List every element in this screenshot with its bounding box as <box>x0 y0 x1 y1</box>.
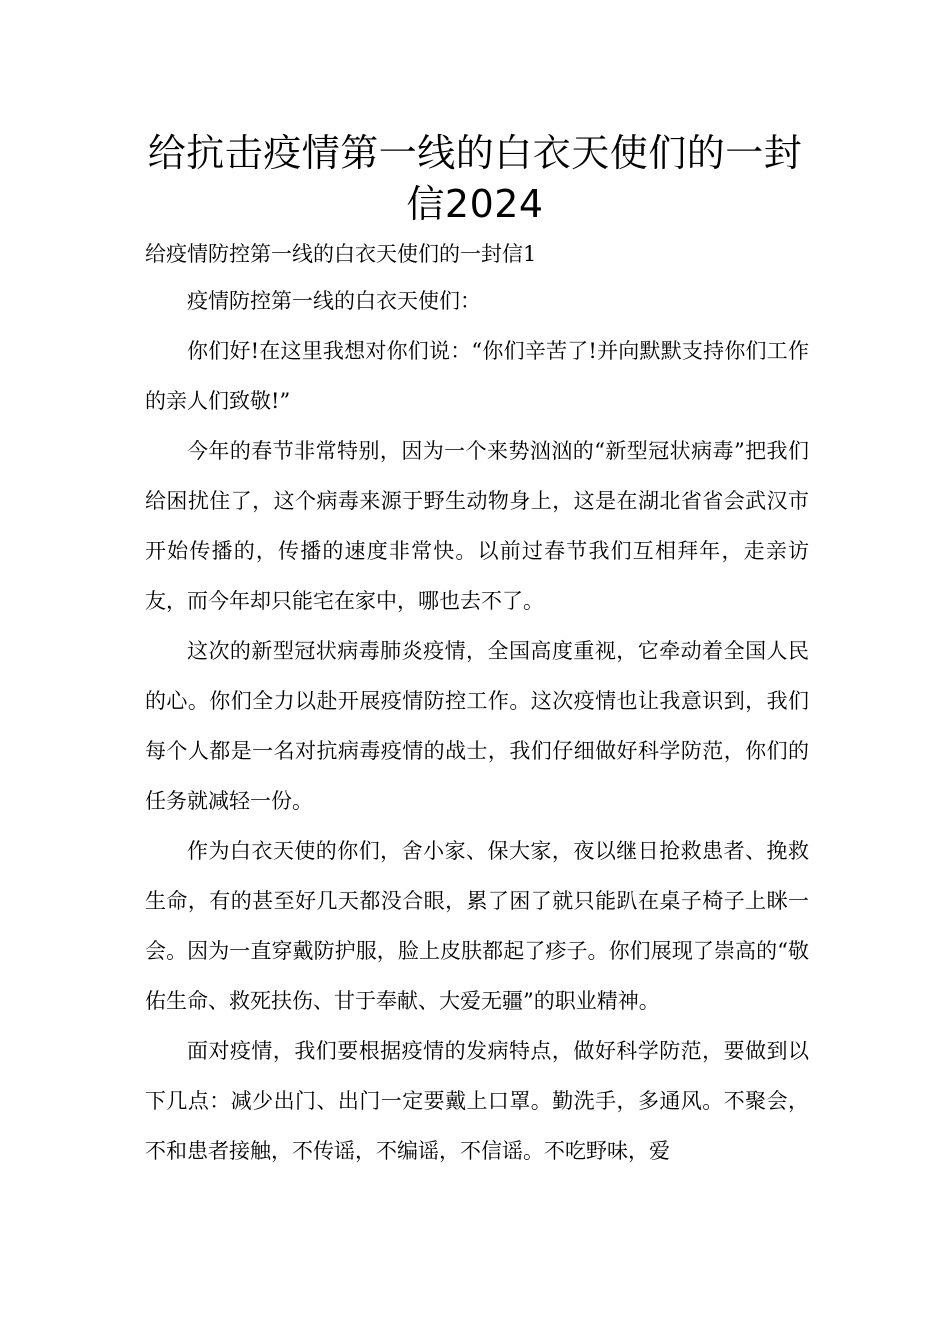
title-line-1: 给抗击疫情第一线的白衣天使们的一封 <box>147 131 803 175</box>
paragraph: 你们好!在这里我想对你们说：“你们辛苦了!并向默默支持你们工作的亲人们致敬!” <box>145 339 809 413</box>
salutation: 疫情防控第一线的白衣天使们： <box>187 289 481 313</box>
paragraph: 这次的新型冠状病毒肺炎疫情，全国高度重视，它牵动着全国人民的心。你们全力以赴开展疫情防控工作。这次疫情也让我意识到，我们每个人都是一名对抗病毒疫情的战士，我们仔细做好科学防范，你们的任务就减轻一份。 <box>145 639 809 813</box>
title-line-2: 信2024 <box>406 182 544 226</box>
paragraph: 作为白衣天使的你们，舍小家、保大家，夜以继日抢救患者、挽救生命，有的甚至好几天都没合眼，累了困了就只能趴在桌子椅子上眯一会。因为一直穿戴防护服，脸上皮肤都起了疹子。你们展现了崇高的“敬佑生命、救死扶伤、甘于奉献、大爱无疆”的职业精神。 <box>145 839 809 1013</box>
paragraph: 今年的春节非常特别，因为一个来势汹汹的“新型冠状病毒”把我们给困扰住了，这个病毒来源于野生动物身上，这是在湖北省省会武汉市开始传播的，传播的速度非常快。以前过春节我们互相拜年，走亲访友，而今年却只能宅在家中，哪也去不了。 <box>145 439 809 613</box>
document-title <box>140 128 810 230</box>
paragraph: 面对疫情，我们要根据疫情的发病特点，做好科学防范，要做到以下几点：减少出门、出门一定要戴上口罩。勤洗手，多通风。不聚会，不和患者接触，不传谣，不编谣，不信谣。不吃野味，爱 <box>145 1039 809 1163</box>
letter-body <box>145 276 809 1176</box>
document-subtitle: 给疫情防控第一线的白衣天使们的一封信1 <box>145 242 537 266</box>
